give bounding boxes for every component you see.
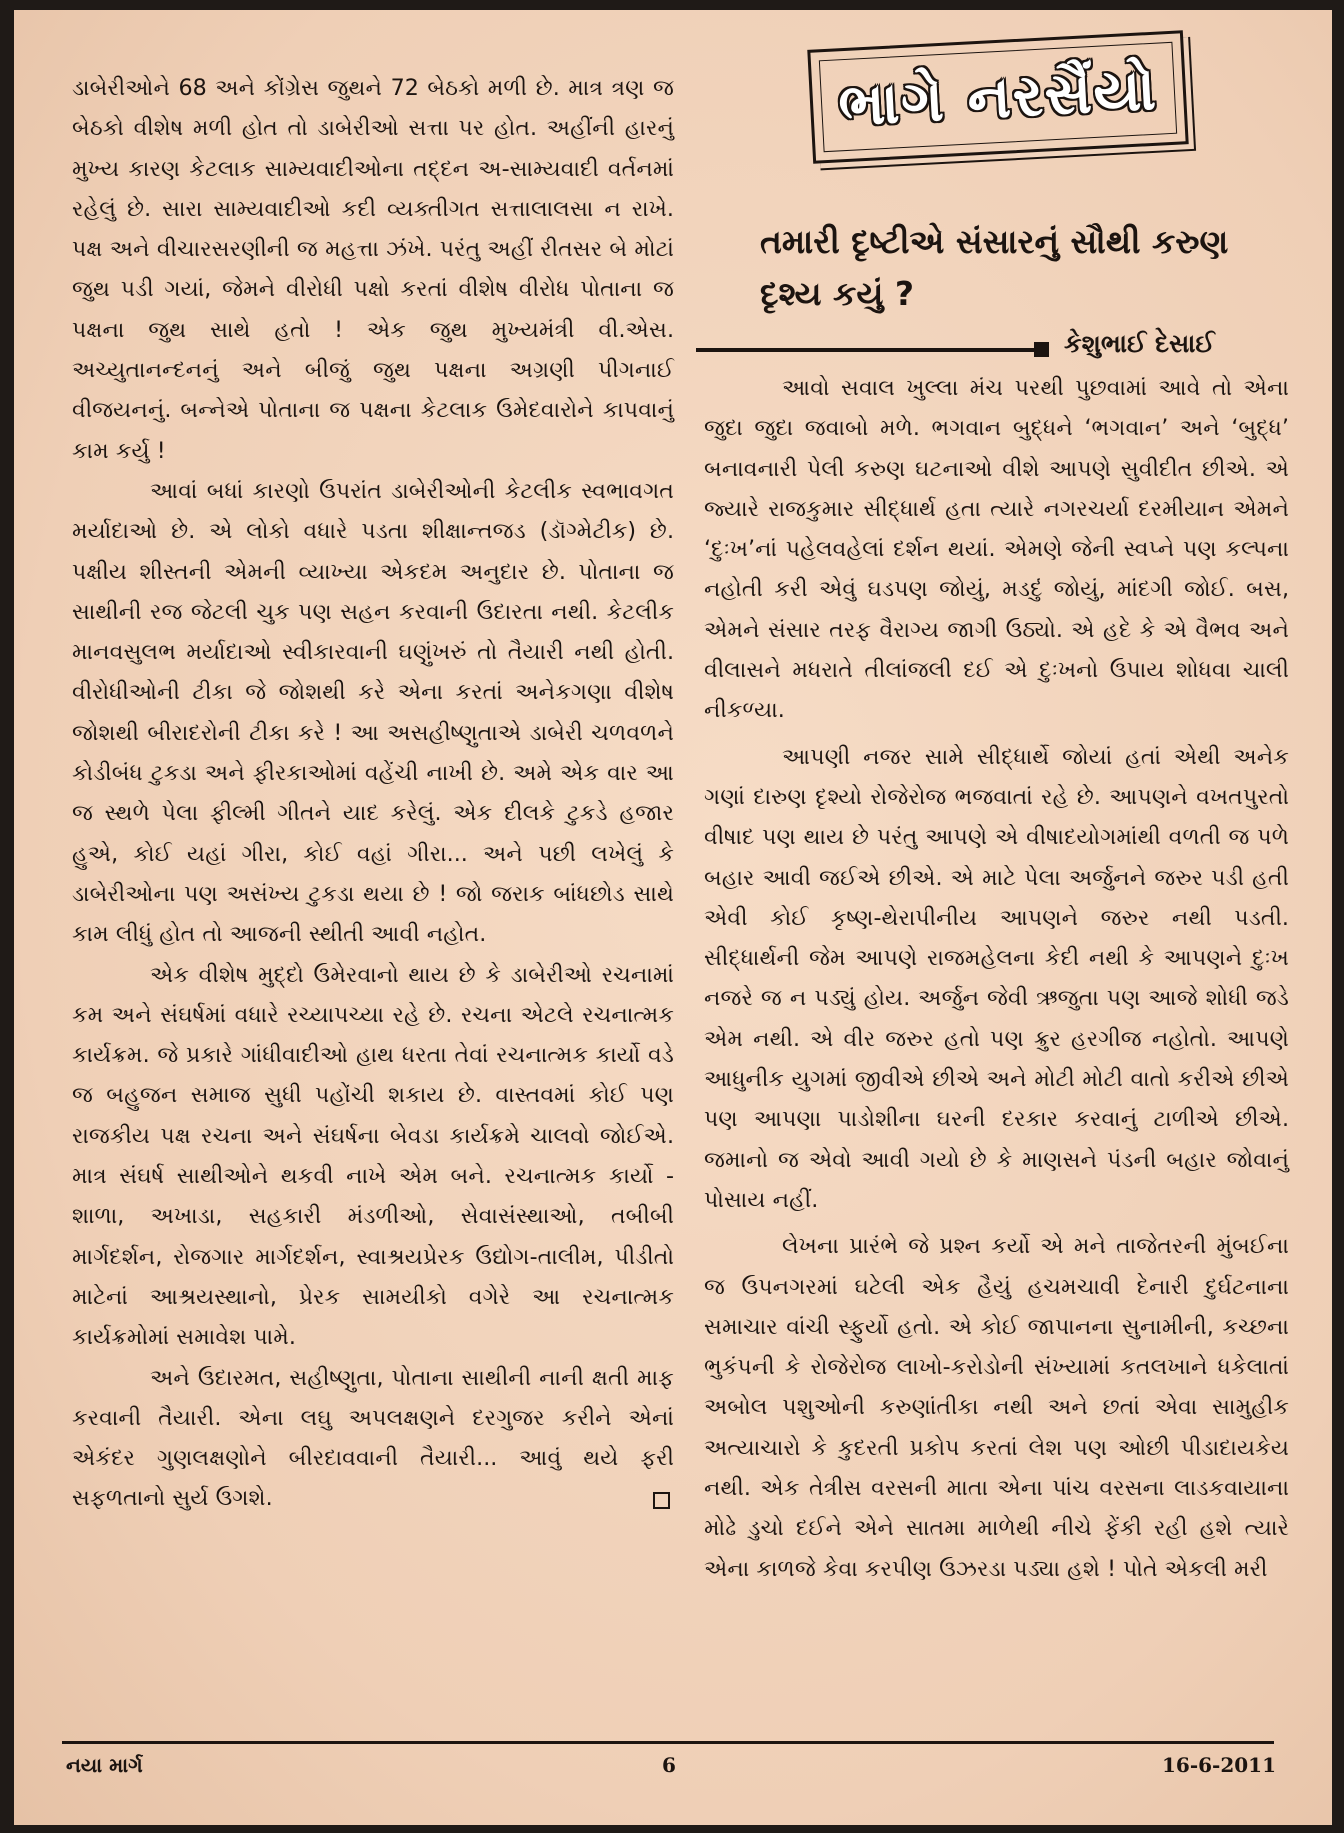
article-paragraph: આવાં બધાં કારણો ઉપરાંત ડાબેરીઓની કેટલીક સ્વભાવગત મર્યાદાઓ છે. એ લોકો વધારે પડતા શીક્ષાન્તજડ (ડૉગ્મેટીક) છે. પક્ષીય શીસ્તની એમની વ્યાખ્યા એકદમ અનુદાર છે. પોતાના જ સાથીની રજ જેટલી ચુક પણ સહન કરવાની ઉદારતા નથી. કેટલીક માનવસુલભ મર્યાદાઓ સ્વીકારવાની ઘણુંખરું તો તૈયારી નથી હોતી. વીરોધીઓની ટીકા જે જોશથી કરે એના કરતાં અનેકગણા વીશેષ જોશથી બીરાદરોની ટીકા કરે ! આ અસહીષ્ણુતાએ ડાબેરી ચળવળને કોડીબંધ ટુકડા અને ફીરકાઓમાં વહેંચી નાખી છે. અમે એક વાર આ જ સ્થળે પેલા ફીલ્મી ગીતને યાદ કરેલું. એક દીલકે ટુકડે હજાર હુએ, કોઈ યહાં ગીરા, કોઈ વહાં ગીરા... અને પછી લખેલું કે ડાબેરીઓના પણ અસંખ્ય ટુકડા થયા છે ! જો જરાક બાંધછોડ સાથે કામ લીધું હોત તો આજની સ્થીતી આવી નહોત. — [72, 477, 674, 948]
end-of-article-icon — [653, 1492, 670, 1509]
article-paragraph: ડાબેરીઓને 68 અને કોંગ્રેસ જુથને 72 બેઠકો મળી છે. માત્ર ત્રણ જ બેઠકો વીશેષ મળી હોત તો ડાબેરીઓ સત્તા પર હોત. અહીંની હારનું મુખ્ય કારણ કેટલાક સામ્યવાદીઓના તદ્દન અ-સામ્યવાદી વર્તનમાં રહેલું છે. સારા સામ્યવાદીઓ કદી વ્યક્તીગત સત્તાલાલસા ન રાખે. પક્ષ અને વીચારસરણીની જ મહત્તા ઝંખે. પરંતુ અહીં રીતસર બે મોટાં જુથ પડી ગયાં, જેમને વીરોધી પક્ષો કરતાં વીશેષ વીરોધ પોતાના જ પક્ષના જુથ સાથે હતો ! એક જુથ મુખ્યમંત્રી વી.એસ. અચ્યુતાનન્દનનું અને બીજું જુથ પક્ષના અગ્રણી પીગનાઈ વીજયનનું. બન્નેએ પોતાના જ પક્ષના કેટલાક ઉમેદવારોને કાપવાનું કામ કર્યુ ! — [72, 75, 674, 464]
issue-date: 16-6-2011 — [1161, 1753, 1276, 1777]
article-paragraph-text: અને ઉદારમત, સહીષ્ણુતા, પોતાના સાથીની નાની ક્ષતી માફ કરવાની તૈયારી. એના લઘુ અપલક્ષણને દરગુજર કરીને એનાં એકંદર ગુણલક્ષણોને બીરદાવવાની તૈયારી... આવું થયે ફરી સફળતાનો સુર્ય ઉગશે. — [72, 1364, 674, 1512]
article-title: તમારી દૃષ્ટીએ સંસારનું સૌથી કરુણ દૃશ્ય કયું ? — [760, 222, 1229, 313]
column-heading-inner-frame — [819, 42, 1177, 152]
column-heading-title: ભાગે નરસૈંયો — [836, 54, 1160, 139]
author-byline: કેશુભાઈ દેસાઈ — [1064, 329, 1215, 358]
magazine-name: નયા માર્ગ — [66, 1753, 143, 1777]
left-column — [72, 68, 674, 1519]
byline-square-icon — [1034, 342, 1049, 357]
article-paragraph: આવો સવાલ ખુલ્લા મંચ પરથી પુછવામાં આવે તો એના જુદા જુદા જવાબો મળે. ભગવાન બુદ્ધને ‘ભગવાન’ અને ‘બુદ્ધ’ બનાવનારી પેલી કરુણ ઘટનાઓ વીશે આપણે સુવીદીત છીએ. એ જ્યારે રાજકુમાર સીદ્ધાર્થ હતા ત્યારે નગરચર્યા દરમીયાન એમને ‘દુઃખ’નાં પહેલવહેલાં દર્શન થયાં. એમણે જેની સ્વપ્ને પણ કલ્પના નહોતી કરી એવું ઘડપણ જોયું, મડદું જોયું, માંદગી જોઈ. બસ, એમને સંસાર તરફ વૈરાગ્ય જાગી ઉઠ્યો. એ હદે કે એ વૈભવ અને વીલાસને મધરાતે તીલાંજલી દઈ એ દુઃખનો ઉપાય શોધવા ચાલી નીકળ્યા. — [704, 375, 1289, 724]
footer-rule — [62, 1741, 1274, 1744]
article-paragraph — [72, 1358, 674, 1519]
column-heading-box — [807, 30, 1188, 164]
article-paragraph: લેખના પ્રારંભે જે પ્રશ્ન કર્યો એ મને તાજેતરની મુંબઈના જ ઉપનગરમાં ઘટેલી એક હૈયું હચમચાવી દેનારી દુર્ઘટનાના સમાચાર વાંચી સ્ફુર્યો હતો. એ કોઈ જાપાનના સુનામીની, કચ્છના ભુકંપની કે રોજેરોજ લાખો-કરોડોની સંખ્યામાં કતલખાને ધકેલાતાં અબોલ પશુઓની કરુણાંતીકા નથી અને છતાં એવા સામુહીક અત્યાચારો કે કુદરતી પ્રકોપ કરતાં લેશ પણ ઓછી પીડાદાયકેય નથી. એક તેત્રીસ વરસની માતા એના પાંચ વરસના લાડકવાયાના મોઢે ડુચો દઈને એને સાતમા માળેથી નીચે ફેંકી રહી હશે ત્યારે એના કાળજે કેવા કરપીણ ઉઝરડા પડ્યા હશે ! પોતે એકલી મરી — [704, 1233, 1289, 1582]
page-number: 6 — [662, 1753, 676, 1777]
byline-rule — [696, 348, 1036, 352]
article-paragraph: એક વીશેષ મુદ્દો ઉમેરવાનો થાય છે કે ડાબેરીઓ રચનામાં કમ અને સંઘર્ષમાં વધારે રચ્યાપચ્યા રહે છે. રચના એટલે રચનાત્મક કાર્યક્રમ. જે પ્રકારે ગાંધીવાદીઓ હાથ ધરતા તેવાં રચનાત્મક કાર્યો વડે જ બહુજન સમાજ સુધી પહોંચી શકાય છે. વાસ્તવમાં કોઈ પણ રાજકીય પક્ષ રચના અને સંઘર્ષના બેવડા કાર્યક્રમે ચાલવો જોઈએ. માત્ર સંઘર્ષ સાથીઓને થકવી નાખે એમ બને. રચનાત્મક કાર્યો - શાળા, અખાડા, સહકારી મંડળીઓ, સેવાસંસ્થાઓ, તબીબી માર્ગદર્શન, રોજગાર માર્ગદર્શન, સ્વાશ્રયપ્રેરક ઉદ્યોગ-તાલીમ, પીડીતો માટેનાં આશ્રયસ્થાનો, પ્રેરક સામયીકો વગેરે આ રચનાત્મક કાર્યક્રમોમાં સમાવેશ પામે. — [72, 961, 674, 1351]
right-column-body — [704, 368, 1289, 1589]
magazine-page — [14, 10, 1332, 1825]
article-paragraph: આપણી નજર સામે સીદ્ધાર્થે જોયાં હતાં એથી અનેક ગણાં દારુણ દૃશ્યો રોજેરોજ ભજવાતાં રહે છે. આપણને વખતપુરતો વીષાદ પણ થાય છે પરંતુ આપણે એ વીષાદયોગમાંથી વળતી જ પળે બહાર આવી જઈએ છીએ. એ માટે પેલા અર્જુનને જરુર પડી હતી એવી કોઈ કૃષ્ણ-થેરાપીનીય આપણને જરુર નથી પડતી. સીદ્ધાર્થની જેમ આપણે રાજમહેલના કેદી નથી કે આપણને દુઃખ નજરે જ ન પડ્યું હોય. અર્જુન જેવી ઋજુતા પણ આજે શોધી જડે એમ નથી. એ વીર જરુર હતો પણ ક્રુર હરગીજ નહોતો. આપણે આધુનીક યુગમાં જીવીએ છીએ અને મોટી મોટી વાતો કરીએ છીએ પણ આપણા પાડોશીના ઘરની દરકાર કરવાનું ટાળીએ છીએ. જમાનો જ એવો આવી ગયો છે કે માણસને પંડની બહાર જોવાનું પોસાય નહીં. — [704, 743, 1289, 1213]
